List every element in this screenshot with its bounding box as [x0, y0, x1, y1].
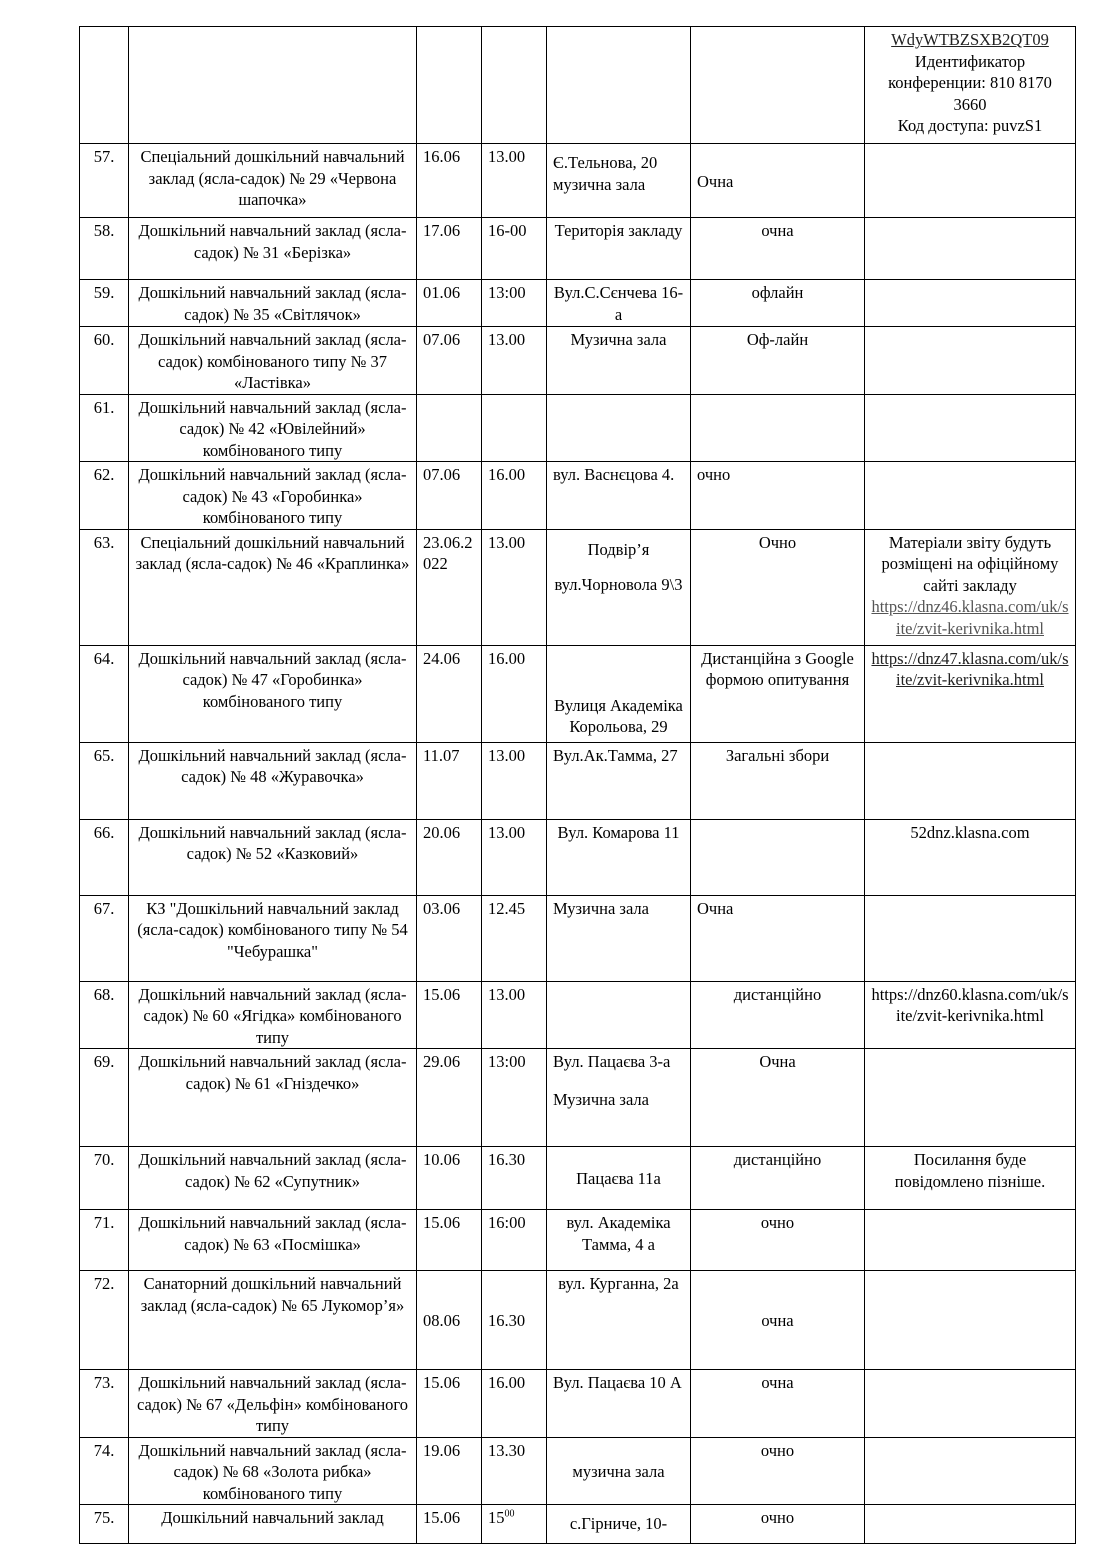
- row-number: 70.: [80, 1147, 129, 1210]
- event-date: 20.06: [417, 819, 482, 895]
- note-cell: [865, 529, 1076, 645]
- event-time: 13.00: [482, 327, 547, 395]
- note-cell: 52dnz.klasna.com: [865, 819, 1076, 895]
- institution-name: Дошкільний навчальний заклад (ясла-садок) № 43 «Горобинка» комбінованого типу: [129, 462, 417, 530]
- event-form: очна: [691, 1271, 865, 1370]
- event-date: [417, 394, 482, 462]
- event-time: 16.30: [482, 1147, 547, 1210]
- table-row: [80, 1049, 1076, 1147]
- note-cell: [865, 218, 1076, 280]
- note-cell: [865, 327, 1076, 395]
- report-link[interactable]: https://dnz46.klasna.com/uk/site/zvit-kerivnika.html: [871, 597, 1069, 638]
- event-place: Вулиця Академіка Корольова, 29: [547, 645, 691, 742]
- table-row: [80, 819, 1076, 895]
- table-row: [80, 645, 1076, 742]
- event-time: 16.00: [482, 645, 547, 742]
- event-form: [691, 819, 865, 895]
- event-form: очна: [691, 218, 865, 280]
- conference-identifier: Идентификатор конференции: 810 8170 3660: [888, 51, 1052, 114]
- event-time: 13.30: [482, 1437, 547, 1505]
- event-time: [482, 1505, 547, 1544]
- institution-name: Дошкільний навчальний заклад (ясла-садок) № 67 «Дельфін» комбінованого типу: [129, 1370, 417, 1438]
- note-cell: [865, 462, 1076, 530]
- conference-link-fragment[interactable]: WdyWTBZSXB2QT09: [891, 30, 1049, 49]
- event-form: офлайн: [691, 280, 865, 327]
- institution-name: Спеціальний дошкільний навчальний заклад (ясла-садок) № 29 «Червона шапочка»: [129, 144, 417, 218]
- note-cell: [865, 895, 1076, 981]
- note-cell: [865, 1370, 1076, 1438]
- note-cell: [865, 1437, 1076, 1505]
- event-place: [547, 27, 691, 144]
- table-row: [80, 742, 1076, 819]
- event-date: 17.06: [417, 218, 482, 280]
- event-date: 29.06: [417, 1049, 482, 1147]
- event-form: Оф-лайн: [691, 327, 865, 395]
- note-cell: [865, 981, 1076, 1049]
- event-date: 16.06: [417, 144, 482, 218]
- event-form: Очно: [691, 529, 865, 645]
- event-place: музична зала: [547, 1437, 691, 1505]
- institution-name: Дошкільний навчальний заклад (ясла-садок) № 31 «Берізка»: [129, 218, 417, 280]
- event-time: 13.00: [482, 529, 547, 645]
- event-form: Очна: [691, 895, 865, 981]
- event-date: 23.06.2022: [417, 529, 482, 645]
- access-code: Код доступа: puvzS1: [897, 116, 1043, 135]
- table-row: [80, 327, 1076, 395]
- event-place: Музична зала: [547, 327, 691, 395]
- row-number: 59.: [80, 280, 129, 327]
- events-table: [79, 26, 1076, 1544]
- institution-name: Дошкільний навчальний заклад: [129, 1505, 417, 1544]
- row-number: 68.: [80, 981, 129, 1049]
- institution-name: Дошкільний навчальний заклад (ясла-садок) № 63 «Посмішка»: [129, 1210, 417, 1271]
- note-cell: [865, 1049, 1076, 1147]
- event-form: Очна: [691, 144, 865, 218]
- table-row: [80, 1505, 1076, 1544]
- event-place: Музична зала: [547, 895, 691, 981]
- table-row: [80, 1271, 1076, 1370]
- event-time: 16.30: [482, 1271, 547, 1370]
- event-date: 19.06: [417, 1437, 482, 1505]
- report-link[interactable]: https://dnz60.klasna.com/uk/site/zvit-kerivnika.html: [871, 984, 1069, 1025]
- event-time: 13:00: [482, 1049, 547, 1147]
- institution-name: КЗ "Дошкільний навчальний заклад (ясла-садок) комбінованого типу № 54 "Чебурашка": [129, 895, 417, 981]
- event-place: Є.Тельнова, 20 музична зала: [547, 144, 691, 218]
- event-form: [691, 394, 865, 462]
- institution-name: Дошкільний навчальний заклад (ясла-садок) № 52 «Казковий»: [129, 819, 417, 895]
- institution-name: Дошкільний навчальний заклад (ясла-садок) № 47 «Горобинка» комбінованого типу: [129, 645, 417, 742]
- event-place: Вул.С.Сєнчева 16-а: [547, 280, 691, 327]
- institution-name: Дошкільний навчальний заклад (ясла-садок) № 48 «Журавочка»: [129, 742, 417, 819]
- institution-name: Дошкільний навчальний заклад (ясла-садок) № 35 «Світлячок»: [129, 280, 417, 327]
- table-row: [80, 1210, 1076, 1271]
- report-note: Матеріали звіту будуть розміщені на офіційному сайті закладу: [881, 532, 1059, 595]
- event-time: 16:00: [482, 1210, 547, 1271]
- place-yard: Подвір’я: [587, 539, 650, 559]
- event-form: Очна: [691, 1049, 865, 1147]
- event-date: 10.06: [417, 1147, 482, 1210]
- note-cell: Посилання буде повідомлено пізніше.: [865, 1147, 1076, 1210]
- table-row: [80, 144, 1076, 218]
- row-number: 60.: [80, 327, 129, 395]
- event-place: с.Гірниче, 10-: [547, 1505, 691, 1544]
- event-time: 16.00: [482, 1370, 547, 1438]
- event-date: 15.06: [417, 1210, 482, 1271]
- institution-name: Санаторний дошкільний навчальний заклад (ясла-садок) № 65 Лукомор’я»: [129, 1271, 417, 1370]
- note-cell: [865, 645, 1076, 742]
- table-row: [80, 27, 1076, 144]
- row-number: 65.: [80, 742, 129, 819]
- time-hours: 15: [488, 1508, 505, 1527]
- row-number: [80, 27, 129, 144]
- institution-name: Дошкільний навчальний заклад (ясла-садок) № 60 «Ягідка» комбінованого типу: [129, 981, 417, 1049]
- event-time: 16.00: [482, 462, 547, 530]
- row-number: 57.: [80, 144, 129, 218]
- table-row: [80, 1147, 1076, 1210]
- event-time: 16-00: [482, 218, 547, 280]
- event-form: очно: [691, 1210, 865, 1271]
- table-row: [80, 981, 1076, 1049]
- event-form: дистанційно: [691, 981, 865, 1049]
- row-number: 74.: [80, 1437, 129, 1505]
- event-date: 24.06: [417, 645, 482, 742]
- event-place: Пацаєва 11а: [547, 1147, 691, 1210]
- event-form: Загальні збори: [691, 742, 865, 819]
- row-number: 69.: [80, 1049, 129, 1147]
- note-cell: [865, 394, 1076, 462]
- row-number: 75.: [80, 1505, 129, 1544]
- row-number: 71.: [80, 1210, 129, 1271]
- event-form: дистанційно: [691, 1147, 865, 1210]
- place-hall: Музична зала: [553, 1089, 649, 1109]
- event-date: 03.06: [417, 895, 482, 981]
- event-date: 08.06: [417, 1271, 482, 1370]
- table-row: [80, 529, 1076, 645]
- table-row: [80, 1370, 1076, 1438]
- event-date: 01.06: [417, 280, 482, 327]
- event-time: 13:00: [482, 280, 547, 327]
- institution-name: [129, 27, 417, 144]
- event-date: 15.06: [417, 1370, 482, 1438]
- note-cell: [865, 742, 1076, 819]
- event-form: очна: [691, 1370, 865, 1438]
- event-place: [547, 394, 691, 462]
- note-cell: [865, 27, 1076, 144]
- event-time: 13.00: [482, 819, 547, 895]
- note-cell: [865, 1271, 1076, 1370]
- event-date: 15.06: [417, 1505, 482, 1544]
- event-place: [547, 529, 691, 645]
- event-form: Дистанційна з Google формою опитування: [691, 645, 865, 742]
- event-place: [547, 981, 691, 1049]
- report-link[interactable]: https://dnz47.klasna.com/uk/site/zvit-kerivnika.html: [871, 648, 1069, 689]
- event-time: [482, 27, 547, 144]
- table-row: [80, 280, 1076, 327]
- row-number: 66.: [80, 819, 129, 895]
- note-cell: [865, 280, 1076, 327]
- institution-name: Дошкільний навчальний заклад (ясла-садок) комбінованого типу № 37 «Ластівка»: [129, 327, 417, 395]
- row-number: 64.: [80, 645, 129, 742]
- event-time: 13.00: [482, 981, 547, 1049]
- row-number: 58.: [80, 218, 129, 280]
- row-number: 72.: [80, 1271, 129, 1370]
- event-form: очно: [691, 462, 865, 530]
- event-place: Вул. Пацаєва 10 А: [547, 1370, 691, 1438]
- row-number: 62.: [80, 462, 129, 530]
- event-time: 13.00: [482, 144, 547, 218]
- table-row: [80, 462, 1076, 530]
- place-address: Вул. Пацаєва 3-а: [553, 1052, 671, 1071]
- row-number: 61.: [80, 394, 129, 462]
- table-row: [80, 895, 1076, 981]
- row-number: 67.: [80, 895, 129, 981]
- event-place: вул. Васнєцова 4.: [547, 462, 691, 530]
- event-date: 07.06: [417, 462, 482, 530]
- table-row: [80, 1437, 1076, 1505]
- institution-name: Спеціальний дошкільний навчальний заклад (ясла-садок) № 46 «Краплинка»: [129, 529, 417, 645]
- institution-name: Дошкільний навчальний заклад (ясла-садок) № 42 «Ювілейний» комбінованого типу: [129, 394, 417, 462]
- event-place: Територія закладу: [547, 218, 691, 280]
- note-cell: [865, 1505, 1076, 1544]
- note-cell: [865, 1210, 1076, 1271]
- event-date: [417, 27, 482, 144]
- note-cell: [865, 144, 1076, 218]
- place-address: вул.Чорновола 9\3: [554, 575, 683, 594]
- event-form: очно: [691, 1505, 865, 1544]
- event-time: [482, 394, 547, 462]
- event-place: вул. Курганна, 2а: [547, 1271, 691, 1370]
- event-place: вул. Академіка Тамма, 4 а: [547, 1210, 691, 1271]
- row-number: 73.: [80, 1370, 129, 1438]
- event-time: 12.45: [482, 895, 547, 981]
- institution-name: Дошкільний навчальний заклад (ясла-садок) № 62 «Супутник»: [129, 1147, 417, 1210]
- institution-name: Дошкільний навчальний заклад (ясла-садок) № 61 «Гніздечко»: [129, 1049, 417, 1147]
- event-form: очно: [691, 1437, 865, 1505]
- event-place: [547, 1049, 691, 1147]
- event-date: 11.07: [417, 742, 482, 819]
- event-time: 13.00: [482, 742, 547, 819]
- event-date: 15.06: [417, 981, 482, 1049]
- event-form: [691, 27, 865, 144]
- institution-name: Дошкільний навчальний заклад (ясла-садок) № 68 «Золота рибка» комбінованого типу: [129, 1437, 417, 1505]
- event-date: 07.06: [417, 327, 482, 395]
- table-row: [80, 394, 1076, 462]
- time-minutes: 00: [504, 1508, 515, 1520]
- row-number: 63.: [80, 529, 129, 645]
- event-place: Вул. Комарова 11: [547, 819, 691, 895]
- event-place: Вул.Ак.Тамма, 27: [547, 742, 691, 819]
- table-row: [80, 218, 1076, 280]
